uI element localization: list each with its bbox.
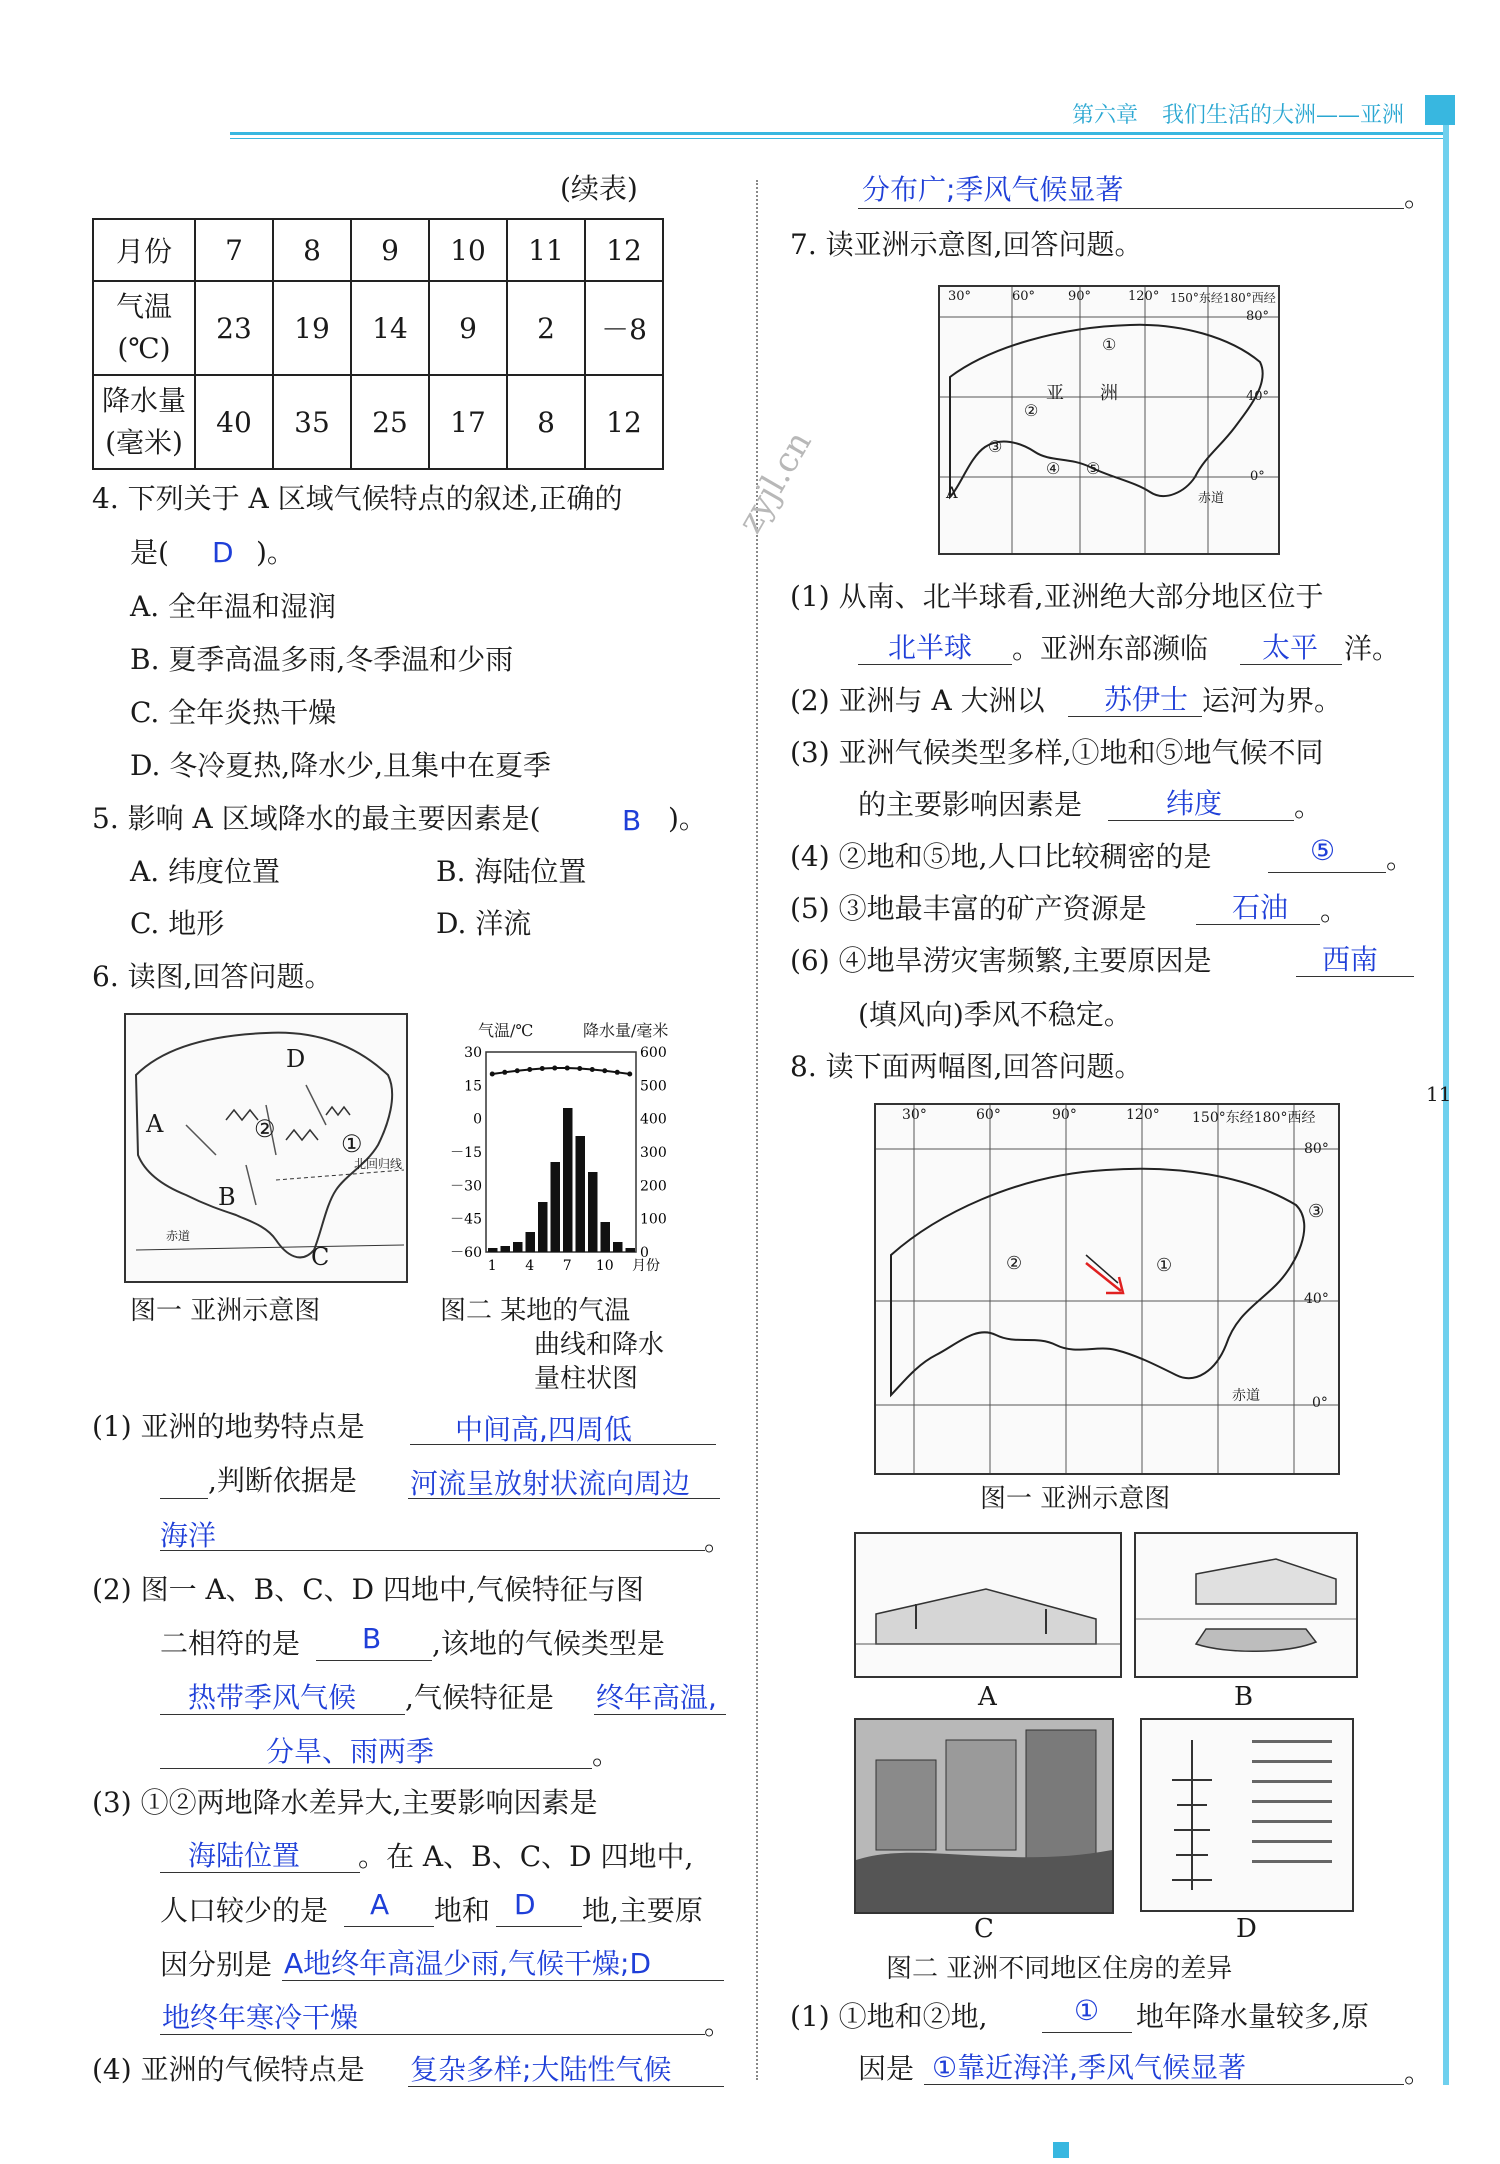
q7-p1-answer1: 北半球: [888, 631, 973, 664]
q7-label-2: ②: [1024, 401, 1039, 420]
chart-right-tick: 300: [640, 1145, 667, 1161]
temp-cell: 23: [195, 281, 273, 375]
q8-photo-c-svg: [856, 1720, 1112, 1912]
q6-p3-text2: 。在 A、B、C、D 四地中,: [358, 1840, 694, 1873]
q8-label-120: 120°: [1126, 1107, 1160, 1123]
q6-map-river: [186, 1085, 326, 1205]
q6-p4-text: (4) 亚洲的气候特点是: [92, 2053, 365, 2086]
temp-cell: 19: [273, 281, 351, 375]
q6-p3-text5: 地,主要原: [582, 1894, 703, 1927]
q7-label-90: 90°: [1068, 289, 1092, 304]
q7-p1-text: (1) 从南、北半球看,亚洲绝大部分地区位于: [790, 580, 1324, 613]
q6-map-label-equator: 赤道: [166, 1229, 191, 1243]
q7-p5-period: 。: [1320, 894, 1349, 927]
q8-label-40: 40°: [1304, 1291, 1329, 1307]
q6-p3-answer2: A: [370, 1888, 390, 1921]
q6-p2-answer2: 热带季风气候: [188, 1681, 357, 1714]
q6-fig2-caption-2: 曲线和降水: [534, 1330, 665, 1360]
q7-p2-text2: 运河为界。: [1202, 684, 1343, 717]
q4-stem-2: 是(: [130, 536, 169, 569]
q4-option-d: D. 冬冷夏热,降水少,且集中在夏季: [130, 749, 552, 782]
chart-right-tick: 0: [640, 1245, 649, 1261]
chart-left-tick: －30: [450, 1178, 482, 1195]
q6-p3-answer1: 海陆位置: [188, 1839, 301, 1872]
q7-label-equator: 赤道: [1198, 491, 1225, 506]
q6-p3-text4: 地和: [434, 1894, 491, 1927]
q7-stem: 7. 读亚洲示意图,回答问题。: [790, 228, 1143, 261]
q7-label-zhou: 洲: [1100, 383, 1118, 404]
q5-option-b: B. 海陆位置: [436, 855, 587, 888]
q6-climate-chart: [440, 1040, 680, 1280]
chart-bar: [601, 1222, 611, 1252]
q7-label-0: 0°: [1250, 469, 1265, 484]
month-cell: 12: [585, 219, 663, 281]
q6-p3-text: (3) ①②两地降水差异大,主要影响因素是: [92, 1786, 598, 1819]
chart-left-tick: 30: [464, 1045, 482, 1061]
q6-p1-answer2a: 河流呈放射状流向周边: [410, 1467, 691, 1500]
chart-bar: [488, 1248, 498, 1252]
q4-option-a: A. 全年温和湿润: [130, 590, 337, 623]
q6-chart-title-left: 气温/℃: [478, 1021, 534, 1040]
q5-stem: 5. 影响 A 区域降水的最主要因素是(: [92, 802, 541, 835]
q8-label-150: 150°东经180°西经: [1192, 1110, 1316, 1126]
chart-bar: [538, 1202, 548, 1252]
row-header: 气温 (℃): [93, 281, 195, 375]
q6-p1-answer1: 中间高,四周低: [455, 1413, 632, 1446]
chart-bar: [513, 1242, 523, 1252]
chart-bar: [613, 1242, 623, 1252]
q8-p1-answer1: ①: [1074, 1994, 1100, 2027]
q6-p1-period: 。: [704, 1524, 733, 1557]
q8-photo-b: [1134, 1532, 1358, 1678]
chart-left-tick: －45: [450, 1211, 482, 1228]
q7-label-80: 80°: [1246, 309, 1270, 324]
month-cell: 10: [429, 219, 507, 281]
q6-p2-text3: ,该地的气候类型是: [432, 1627, 665, 1660]
precip-cell: 35: [273, 375, 351, 469]
chart-bar: [576, 1136, 586, 1252]
q7-p1-answer2: 太平: [1262, 631, 1319, 664]
q8-label-equator: 赤道: [1232, 1388, 1260, 1404]
precip-cell: 12: [585, 375, 663, 469]
q8-photo-a: [854, 1532, 1122, 1678]
q6-p4-answer1: 复杂多样;大陆性气候: [410, 2053, 672, 2086]
q6-p1-text2: ,判断依据是: [208, 1464, 357, 1497]
q8-photo-d-text: [1252, 1740, 1332, 1863]
q7-p6-text: (6) ④地旱涝灾害频繁,主要原因是: [790, 944, 1212, 977]
q7-label-4: ④: [1046, 459, 1061, 478]
q7-label-120: 120°: [1128, 289, 1160, 304]
q6-map-label-tropic: 北回归线: [354, 1157, 403, 1171]
header-rule: [230, 132, 1445, 135]
q7-p4-period: 。: [1386, 842, 1415, 875]
footer-mark: [1053, 2142, 1069, 2158]
q7-p3-answer: 纬度: [1166, 787, 1223, 820]
q6-p1-blank1b: [160, 1498, 208, 1499]
q4-option-b: B. 夏季高温多雨,冬季温和少雨: [130, 643, 514, 676]
q7-label-150: 150°东经180°西经: [1170, 291, 1276, 305]
header-title: 我们生活的大洲——亚洲: [1162, 103, 1405, 128]
q6-p4-answer2: 分布广;季风气候显著: [862, 173, 1124, 206]
chart-temp-point: [590, 1067, 595, 1072]
q7-label-1: ①: [1102, 335, 1117, 354]
month-cell: 11: [507, 219, 585, 281]
q6-map-label-d: D: [286, 1045, 306, 1073]
q8-label-0: 0°: [1312, 1395, 1328, 1411]
q4-answer: D: [212, 536, 234, 569]
chart-temp-point: [502, 1070, 507, 1075]
chart-left-tick: －60: [450, 1245, 482, 1261]
q6-p1-text: (1) 亚洲的地势特点是: [92, 1410, 365, 1443]
q8-map-svg: [876, 1105, 1338, 1473]
q8-photo-b-svg: [1136, 1534, 1356, 1676]
q7-p4-answer: ⑤: [1310, 834, 1336, 867]
q8-label-90: 90°: [1052, 1107, 1077, 1123]
q6-p1-answer2b: 海洋: [160, 1519, 217, 1552]
chart-temp-point: [515, 1068, 520, 1073]
q6-map-mountains: [226, 1107, 350, 1140]
q6-map-label-2: ②: [254, 1115, 276, 1143]
temp-cell: 14: [351, 281, 429, 375]
month-cell: 8: [273, 219, 351, 281]
page-number: 11: [1426, 1082, 1452, 1106]
q8-photo-label-a: A: [978, 1682, 997, 1712]
q8-p1-period: 。: [1404, 2056, 1433, 2089]
q6-p3-answer4a: A地终年高温少雨,气候干燥;D: [284, 1947, 652, 1980]
q7-p1-text2: 。亚洲东部濒临: [1012, 632, 1209, 665]
q7-p4-blank: [1268, 872, 1386, 873]
q6-p2-answer3b: 分旱、雨两季: [266, 1735, 435, 1768]
q4-stem-3: )。: [256, 536, 295, 569]
q6-p3-blank2: [344, 1926, 434, 1927]
q7-p4-text: (4) ②地和⑤地,人口比较稠密的是: [790, 840, 1212, 873]
header-chapter: 第六章: [1072, 103, 1139, 128]
q6-p3-answer3: D: [514, 1888, 536, 1921]
chart-temp-point: [615, 1070, 620, 1075]
chart-x-unit: 月份: [632, 1258, 660, 1274]
q6-p2-answer1: B: [362, 1622, 382, 1655]
chart-temp-point: [602, 1068, 607, 1073]
q8-map-coast: [891, 1169, 1304, 1395]
q7-p6-text2: (填风向)季风不稳定。: [858, 998, 1132, 1031]
column-divider: [756, 180, 758, 2080]
q6-p4-period: 。: [1404, 180, 1433, 213]
q8-p1-answer2: ①靠近海洋,季风气候显著: [932, 2051, 1247, 2084]
q6-p2-period: 。: [592, 1738, 621, 1771]
temp-cell: －8: [585, 281, 663, 375]
chart-temp-point: [540, 1066, 545, 1071]
q6-stem: 6. 读图,回答问题。: [92, 960, 333, 993]
chart-temp-point: [577, 1066, 582, 1071]
q6-p3-text6: 因分别是: [160, 1948, 273, 1981]
q8-label-2: ②: [1006, 1253, 1023, 1274]
q8-photo-label-c: C: [974, 1914, 994, 1944]
q8-stem: 8. 读下面两幅图,回答问题。: [790, 1050, 1143, 1083]
q6-p3-blank3: [496, 1926, 582, 1927]
q8-label-1: ①: [1156, 1255, 1173, 1276]
q8-fig2-caption: 图二 亚洲不同地区住房的差异: [886, 1954, 1233, 1984]
q8-photo-label-b: B: [1234, 1682, 1254, 1712]
q7-label-40: 40°: [1246, 389, 1270, 404]
q6-p4-blank2: [858, 208, 1404, 209]
q8-asia-map: [874, 1103, 1340, 1475]
q5-stem-end: )。: [668, 802, 707, 835]
q8-p1-text: (1) ①地和②地,: [790, 2000, 988, 2033]
chart-left-tick: 0: [473, 1111, 482, 1128]
chart-left-tick: －15: [450, 1145, 482, 1161]
q5-option-a: A. 纬度位置: [130, 855, 281, 888]
q6-asia-map: [124, 1013, 408, 1283]
q7-label-ya: 亚: [1046, 383, 1064, 404]
chart-bar: [551, 1162, 561, 1252]
chart-bar: [563, 1108, 573, 1252]
q6-fig2-caption-3: 量柱状图: [534, 1364, 639, 1394]
row-header: 月份: [93, 219, 195, 281]
chart-left-tick: 15: [464, 1078, 482, 1095]
chart-temp-point: [490, 1072, 495, 1077]
q5-option-c: C. 地形: [130, 907, 225, 940]
chart-temp-point: [527, 1067, 532, 1072]
q4-option-c: C. 全年炎热干燥: [130, 696, 337, 729]
q7-p3-period: 。: [1294, 790, 1323, 823]
q6-p2-blank1: [316, 1660, 432, 1661]
precip-cell: 40: [195, 375, 273, 469]
chart-temp-point: [552, 1066, 557, 1071]
header-rule-thin: [230, 138, 1445, 139]
q8-map-grid: [876, 1105, 1338, 1473]
chart-right-tick: 100: [640, 1211, 667, 1228]
q8-p1-blank1: [1042, 2032, 1132, 2033]
q7-p1-text3: 洋。: [1344, 632, 1401, 665]
q6-fig2-caption-1: 图二 某地的气温: [440, 1296, 631, 1326]
chart-bar: [626, 1248, 636, 1252]
precip-cell: 25: [351, 375, 429, 469]
table-row-temperature: [93, 281, 663, 375]
q6-p3-period: 。: [704, 2008, 733, 2041]
chart-x-tick: 10: [595, 1258, 614, 1274]
q7-map-svg: [940, 287, 1278, 553]
q7-p5-text: (5) ③地最丰富的矿产资源是: [790, 892, 1147, 925]
q6-map-label-a: A: [146, 1110, 164, 1138]
chart-x-tick: 4: [525, 1258, 535, 1274]
month-cell: 9: [351, 219, 429, 281]
chart-x-tick: 7: [562, 1258, 572, 1274]
q8-photo-label-d: D: [1236, 1914, 1257, 1944]
side-tab-top: [1425, 95, 1455, 125]
chart-x-tick: 1: [487, 1258, 497, 1274]
chart-right-tick: 200: [640, 1178, 667, 1195]
q6-p2-answer3a: 终年高温,: [596, 1681, 717, 1714]
climate-table: [92, 218, 664, 470]
q8-photo-c: [854, 1718, 1114, 1914]
q6-map-equator: [136, 1245, 404, 1250]
q4-stem: 4. 下列关于 A 区域气候特点的叙述,正确的: [92, 482, 623, 515]
q7-p5-answer: 石油: [1232, 891, 1289, 924]
q7-label-5: ⑤: [1086, 459, 1101, 478]
q6-p3-answer4b: 地终年寒冷干燥: [162, 2001, 359, 2034]
table-row-precipitation: [93, 375, 663, 469]
month-cell: 7: [195, 219, 273, 281]
q7-p2-answer: 苏伊士: [1104, 683, 1189, 716]
q7-p6-answer: 西南: [1322, 943, 1379, 976]
q5-answer: B: [622, 804, 642, 837]
q7-asia-map: [938, 285, 1280, 555]
chart-right-tick: 400: [640, 1111, 667, 1128]
q6-map-label-b: B: [218, 1183, 236, 1211]
q7-label-3: ③: [988, 437, 1003, 456]
chart-bar: [526, 1232, 536, 1252]
q7-label-60: 60°: [1012, 289, 1036, 304]
q8-label-30: 30°: [902, 1107, 927, 1123]
precip-cell: 17: [429, 375, 507, 469]
q8-label-60: 60°: [976, 1107, 1001, 1123]
q8-p1-text2: 地年降水量较多,原: [1136, 2000, 1369, 2033]
q5-option-d: D. 洋流: [436, 907, 532, 940]
q6-map-label-c: C: [311, 1243, 330, 1271]
q8-map-arrow-black: [1086, 1255, 1118, 1283]
q8-label-3: ③: [1308, 1201, 1325, 1222]
watermark: zyjl.cn: [730, 424, 820, 540]
chart-temp-point: [565, 1066, 570, 1071]
row-header: 降水量 (毫米): [93, 375, 195, 469]
q6-p2-text4: ,气候特征是: [405, 1681, 554, 1714]
q7-label-a: A: [946, 483, 958, 502]
q8-map-arrow-line: [1086, 1263, 1121, 1291]
precip-cell: 8: [507, 375, 585, 469]
q7-p3-text2: 的主要影响因素是: [858, 788, 1083, 821]
chart-right-tick: 500: [640, 1078, 667, 1095]
q6-map-label-1: ①: [341, 1130, 363, 1158]
table-caption: (续表): [560, 172, 638, 205]
chart-right-tick: 600: [640, 1045, 667, 1061]
temp-cell: 9: [429, 281, 507, 375]
q8-photo-d: [1140, 1718, 1354, 1912]
q6-p3-text3: 人口较少的是: [160, 1894, 329, 1927]
table-row-month: [93, 219, 663, 281]
chart-temp-point: [627, 1072, 632, 1077]
chart-temp-line: [492, 1068, 630, 1074]
q7-p2-text: (2) 亚洲与 A 大洲以: [790, 684, 1045, 717]
q6-p1-blank2b: [160, 1550, 705, 1551]
q8-p1-text3: 因是: [858, 2052, 915, 2085]
q8-label-80: 80°: [1304, 1141, 1329, 1157]
chart-bar: [501, 1246, 511, 1252]
q6-p2-text: (2) 图一 A、B、C、D 四地中,气候特征与图: [92, 1573, 644, 1606]
q6-fig1-caption: 图一 亚洲示意图: [130, 1296, 321, 1326]
chart-frame: [486, 1052, 636, 1252]
q7-p3-text: (3) 亚洲气候类型多样,①地和⑤地气候不同: [790, 736, 1324, 769]
q6-p2-text2: 二相符的是: [160, 1627, 301, 1660]
q6-chart-title-right: 降水量/毫米: [583, 1021, 669, 1040]
chart-bar: [588, 1172, 598, 1252]
q7-label-30: 30°: [948, 289, 972, 304]
temp-cell: 2: [507, 281, 585, 375]
q8-photo-d-svg: [1142, 1720, 1352, 1910]
q8-fig1-caption: 图一 亚洲示意图: [980, 1484, 1171, 1514]
q8-photo-a-svg: [856, 1534, 1120, 1676]
